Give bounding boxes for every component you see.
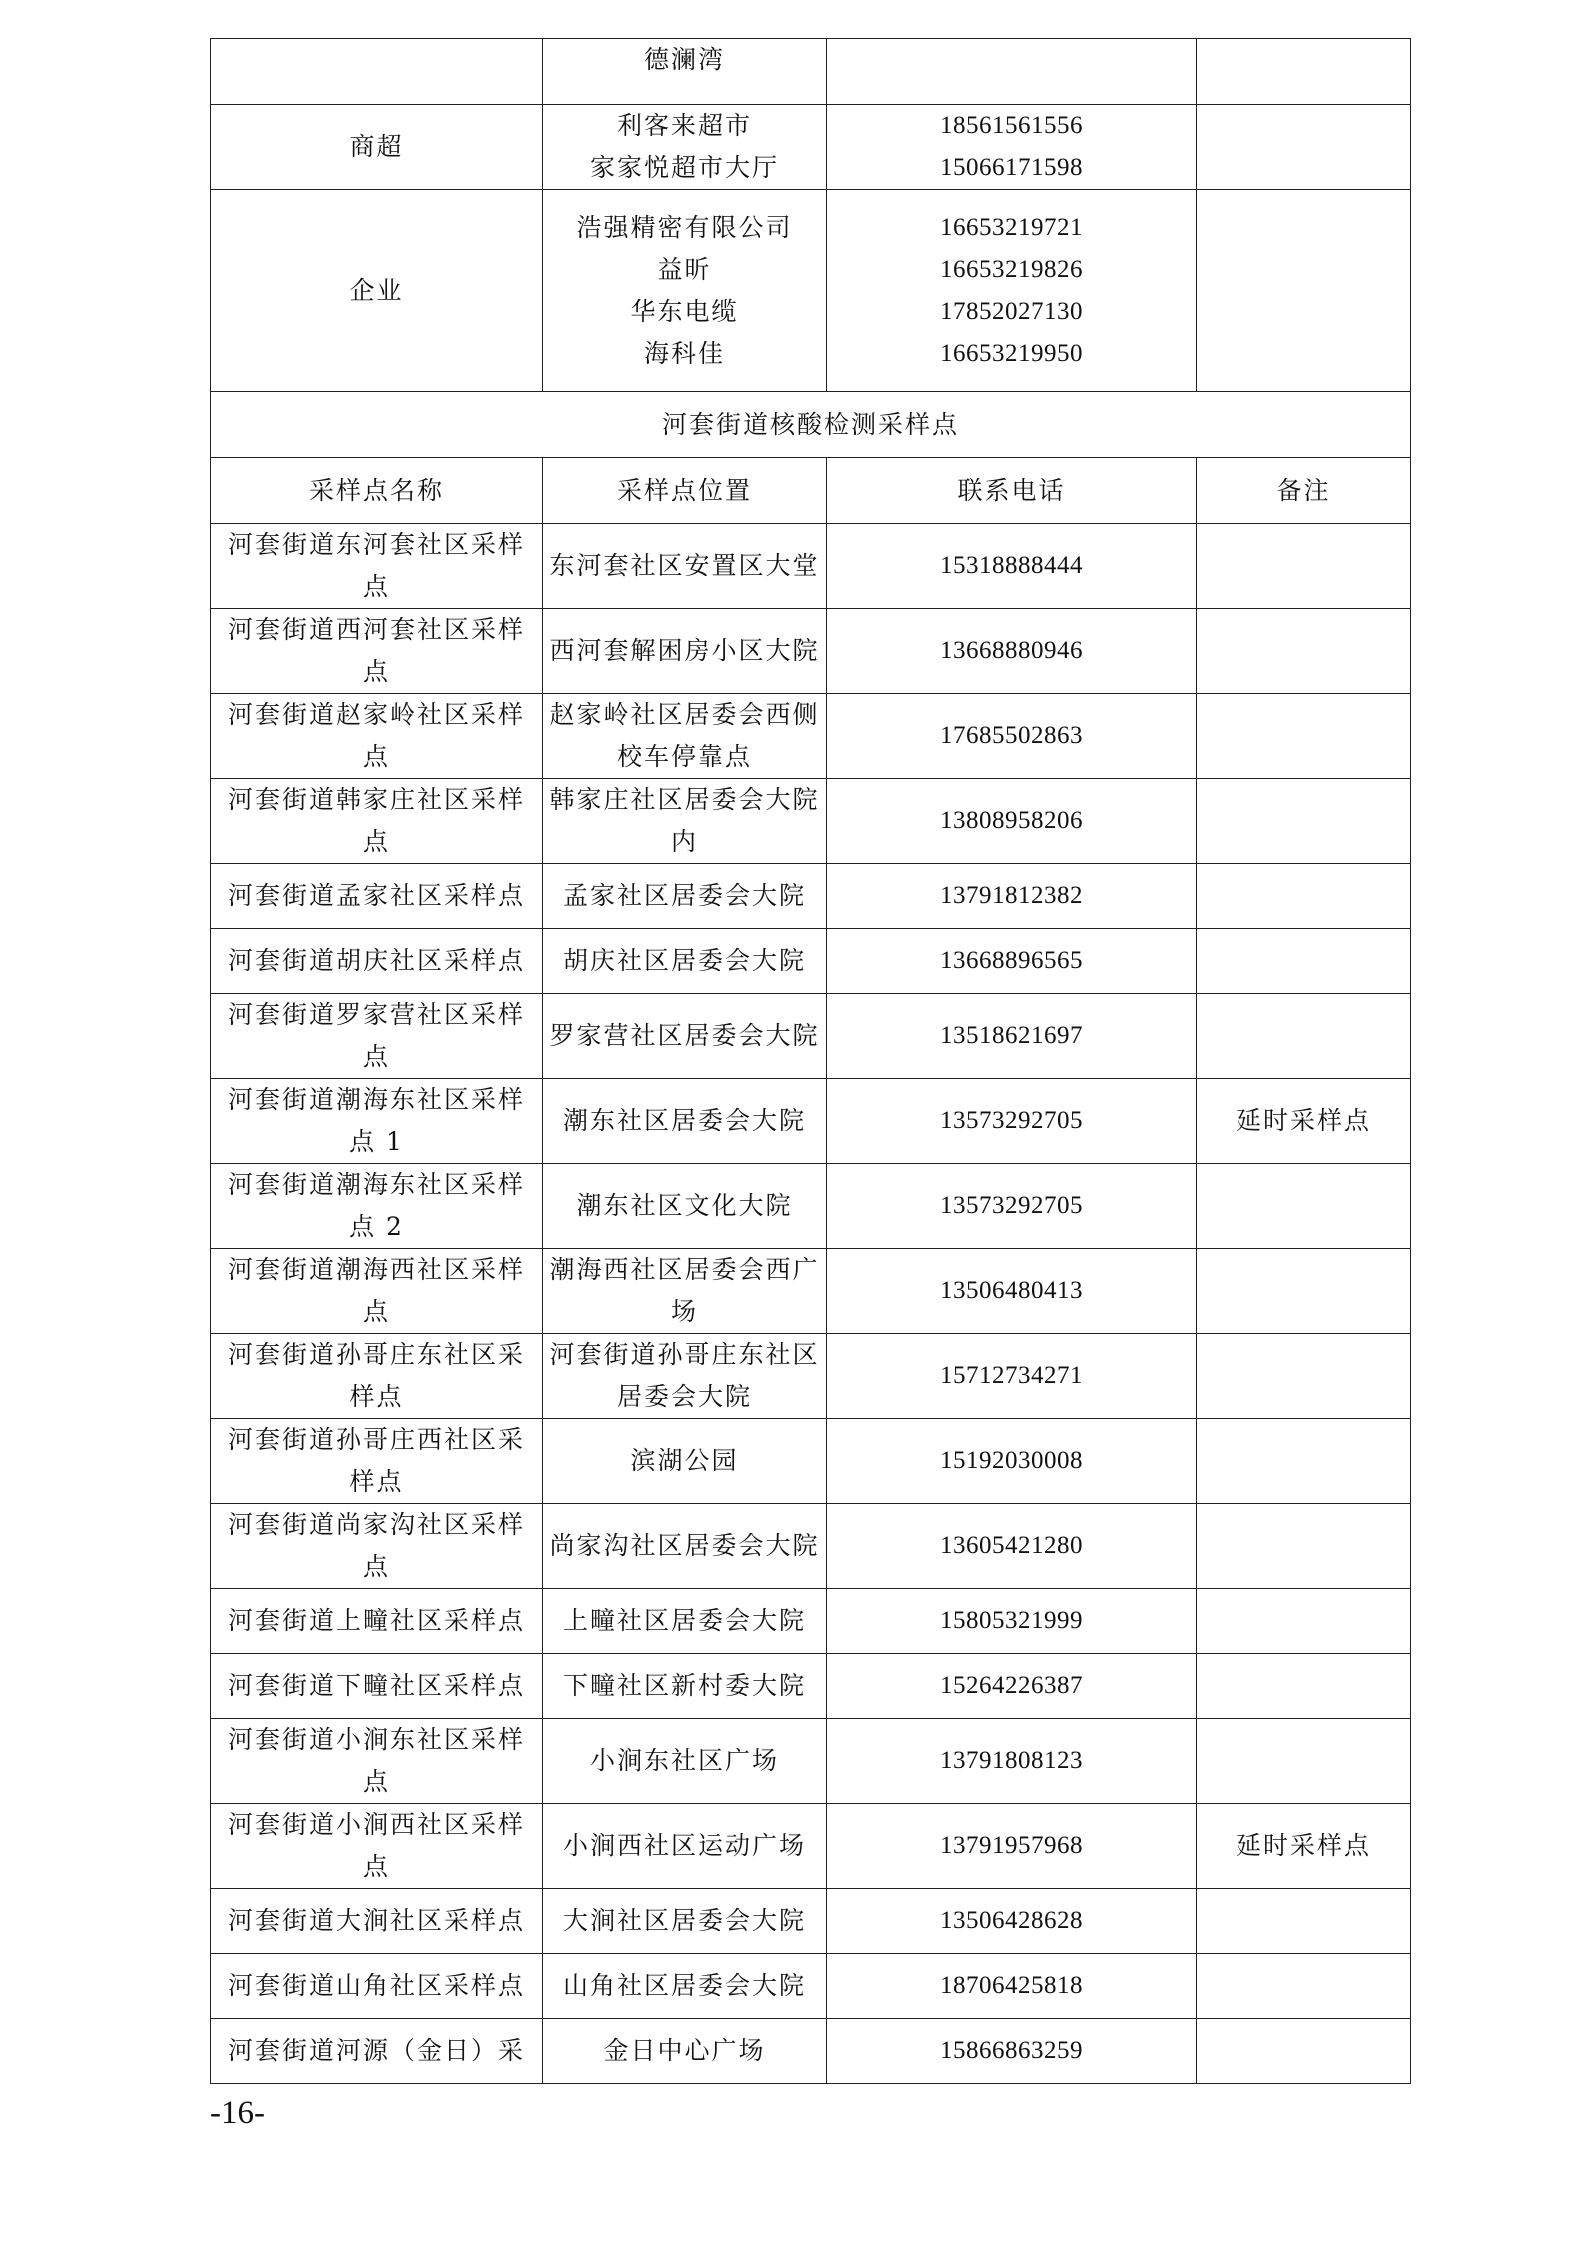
table-row-supermarket <box>211 105 1411 190</box>
table-row <box>211 1079 1411 1164</box>
sampling-point-location: 上疃社区居委会大院 <box>543 1589 827 1654</box>
table-row <box>211 929 1411 994</box>
phone-number: 15066171598 <box>940 154 1083 181</box>
sampling-point-name: 河套街道潮海东社区采样点 2 <box>211 1164 543 1249</box>
table-row <box>211 609 1411 694</box>
sampling-point-note <box>1197 1419 1411 1504</box>
sampling-point-location: 金日中心广场 <box>543 2019 827 2084</box>
table-row <box>211 1334 1411 1419</box>
sampling-point-name: 河套街道河源（金日）采 <box>211 2019 543 2084</box>
sampling-point-name: 河套街道小涧西社区采样点 <box>211 1804 543 1889</box>
site-name: 海科佳 <box>643 338 725 368</box>
sampling-point-location: 东河套社区安置区大堂 <box>543 524 827 609</box>
table-row <box>211 1249 1411 1334</box>
phone-number: 17852027130 <box>940 297 1083 325</box>
category-cell <box>211 39 543 105</box>
sampling-point-phone: 13791957968 <box>827 1804 1197 1889</box>
sampling-point-location: 韩家庄社区居委会大院内 <box>543 779 827 864</box>
sampling-point-location: 河套街道孙哥庄东社区居委会大院 <box>543 1334 827 1419</box>
sampling-point-phone: 15866863259 <box>827 2019 1197 2084</box>
sampling-point-note <box>1197 1589 1411 1654</box>
sampling-point-phone: 15318888444 <box>827 524 1197 609</box>
sampling-point-name: 河套街道孙哥庄西社区采样点 <box>211 1419 543 1504</box>
sampling-point-note: 延时采样点 <box>1197 1804 1411 1889</box>
table-row <box>211 779 1411 864</box>
sampling-point-name: 河套街道赵家岭社区采样点 <box>211 694 543 779</box>
table-row <box>211 994 1411 1079</box>
sampling-point-phone: 15264226387 <box>827 1654 1197 1719</box>
table-row <box>211 864 1411 929</box>
sampling-point-phone: 15192030008 <box>827 1419 1197 1504</box>
table-row <box>211 1654 1411 1719</box>
site-name: 德澜湾 <box>643 45 725 74</box>
sampling-point-note <box>1197 524 1411 609</box>
table-row-delanwan <box>211 39 1411 105</box>
section-title-row <box>211 392 1411 458</box>
sampling-point-location: 赵家岭社区居委会西侧校车停靠点 <box>543 694 827 779</box>
sampling-points-table <box>210 38 1411 2084</box>
sampling-point-name: 河套街道上疃社区采样点 <box>211 1589 543 1654</box>
sampling-point-note <box>1197 1504 1411 1589</box>
site-name: 浩强精密有限公司 <box>576 212 793 242</box>
section-title: 河套街道核酸检测采样点 <box>211 392 1411 458</box>
sampling-point-phone: 13791808123 <box>827 1719 1197 1804</box>
phone-number: 18561561556 <box>940 112 1083 139</box>
sampling-point-location: 胡庆社区居委会大院 <box>543 929 827 994</box>
sampling-point-location: 大涧社区居委会大院 <box>543 1889 827 1954</box>
sampling-point-note <box>1197 1889 1411 1954</box>
table-row <box>211 1804 1411 1889</box>
site-names-cell <box>543 190 827 392</box>
sampling-point-location: 潮海西社区居委会西广场 <box>543 1249 827 1334</box>
sampling-point-name: 河套街道下疃社区采样点 <box>211 1654 543 1719</box>
sampling-point-phone: 17685502863 <box>827 694 1197 779</box>
sampling-point-phone: 13573292705 <box>827 1079 1197 1164</box>
sampling-point-location: 小涧西社区运动广场 <box>543 1804 827 1889</box>
sampling-point-location: 下疃社区新村委大院 <box>543 1654 827 1719</box>
sampling-point-phone: 18706425818 <box>827 1954 1197 2019</box>
phones-cell <box>827 39 1197 105</box>
sampling-point-note <box>1197 2019 1411 2084</box>
sampling-point-name: 河套街道韩家庄社区采样点 <box>211 779 543 864</box>
sampling-point-note <box>1197 1954 1411 2019</box>
sampling-point-name: 河套街道胡庆社区采样点 <box>211 929 543 994</box>
phone-number: 16653219826 <box>940 255 1083 283</box>
table-row <box>211 1719 1411 1804</box>
sampling-point-name: 河套街道东河套社区采样点 <box>211 524 543 609</box>
sampling-point-name: 河套街道尚家沟社区采样点 <box>211 1504 543 1589</box>
table-row <box>211 1889 1411 1954</box>
sampling-point-note <box>1197 1654 1411 1719</box>
sampling-point-location: 潮东社区居委会大院 <box>543 1079 827 1164</box>
table-row <box>211 1164 1411 1249</box>
site-name: 益昕 <box>657 254 712 284</box>
sampling-point-note <box>1197 994 1411 1079</box>
sampling-point-note <box>1197 1334 1411 1419</box>
sampling-point-location: 西河套解困房小区大院 <box>543 609 827 694</box>
site-name: 利客来超市 <box>616 111 752 140</box>
sampling-point-name: 河套街道西河套社区采样点 <box>211 609 543 694</box>
sampling-point-location: 罗家营社区居委会大院 <box>543 994 827 1079</box>
phone-number: 16653219950 <box>940 339 1083 367</box>
table-row <box>211 524 1411 609</box>
sampling-point-note <box>1197 1249 1411 1334</box>
note-cell <box>1197 190 1411 392</box>
phones-cell <box>827 105 1197 190</box>
table-row <box>211 1954 1411 2019</box>
phone-number: 16653219721 <box>940 213 1083 241</box>
table-body <box>211 39 1411 2084</box>
sampling-point-phone: 13668896565 <box>827 929 1197 994</box>
header-name: 采样点名称 <box>211 458 543 524</box>
category-cell: 商超 <box>211 105 543 190</box>
sampling-point-note: 延时采样点 <box>1197 1079 1411 1164</box>
header-row <box>211 458 1411 524</box>
table-row <box>211 1589 1411 1654</box>
site-name: 家家悦超市大厅 <box>589 153 779 182</box>
header-note: 备注 <box>1197 458 1411 524</box>
sampling-point-phone: 13808958206 <box>827 779 1197 864</box>
sampling-point-phone: 13518621697 <box>827 994 1197 1079</box>
sampling-point-name: 河套街道罗家营社区采样点 <box>211 994 543 1079</box>
sampling-point-name: 河套街道小涧东社区采样点 <box>211 1719 543 1804</box>
sampling-point-phone: 13605421280 <box>827 1504 1197 1589</box>
sampling-point-phone: 13573292705 <box>827 1164 1197 1249</box>
sampling-point-location: 尚家沟社区居委会大院 <box>543 1504 827 1589</box>
sampling-point-name: 河套街道潮海东社区采样点 1 <box>211 1079 543 1164</box>
sampling-point-location: 滨湖公园 <box>543 1419 827 1504</box>
sampling-point-note <box>1197 609 1411 694</box>
site-names-cell <box>543 105 827 190</box>
sampling-point-phone: 15805321999 <box>827 1589 1197 1654</box>
table-row <box>211 2019 1411 2084</box>
sampling-point-note <box>1197 1719 1411 1804</box>
sampling-point-name: 河套街道大涧社区采样点 <box>211 1889 543 1954</box>
sampling-point-location: 小涧东社区广场 <box>543 1719 827 1804</box>
phones-cell <box>827 190 1197 392</box>
sampling-point-name: 河套街道孟家社区采样点 <box>211 864 543 929</box>
site-name: 华东电缆 <box>630 296 739 326</box>
sampling-point-phone: 13506428628 <box>827 1889 1197 1954</box>
sampling-point-note <box>1197 779 1411 864</box>
table-row-enterprise <box>211 190 1411 392</box>
header-location: 采样点位置 <box>543 458 827 524</box>
table-row <box>211 1419 1411 1504</box>
table-row <box>211 1504 1411 1589</box>
sampling-point-phone: 15712734271 <box>827 1334 1197 1419</box>
note-cell <box>1197 105 1411 190</box>
sampling-point-phone: 13791812382 <box>827 864 1197 929</box>
sampling-point-note <box>1197 929 1411 994</box>
table-row <box>211 694 1411 779</box>
sampling-point-location: 山角社区居委会大院 <box>543 1954 827 2019</box>
sampling-point-phone: 13506480413 <box>827 1249 1197 1334</box>
sampling-point-note <box>1197 694 1411 779</box>
sampling-point-phone: 13668880946 <box>827 609 1197 694</box>
site-names-cell <box>543 39 827 105</box>
category-cell: 企业 <box>211 190 543 392</box>
sampling-point-location: 孟家社区居委会大院 <box>543 864 827 929</box>
sampling-point-note <box>1197 864 1411 929</box>
sampling-point-name: 河套街道潮海西社区采样点 <box>211 1249 543 1334</box>
sampling-point-location: 潮东社区文化大院 <box>543 1164 827 1249</box>
note-cell <box>1197 39 1411 105</box>
sampling-point-name: 河套街道山角社区采样点 <box>211 1954 543 2019</box>
page-number: -16- <box>210 2095 265 2131</box>
header-phone: 联系电话 <box>827 458 1197 524</box>
sampling-point-note <box>1197 1164 1411 1249</box>
sampling-point-name: 河套街道孙哥庄东社区采样点 <box>211 1334 543 1419</box>
